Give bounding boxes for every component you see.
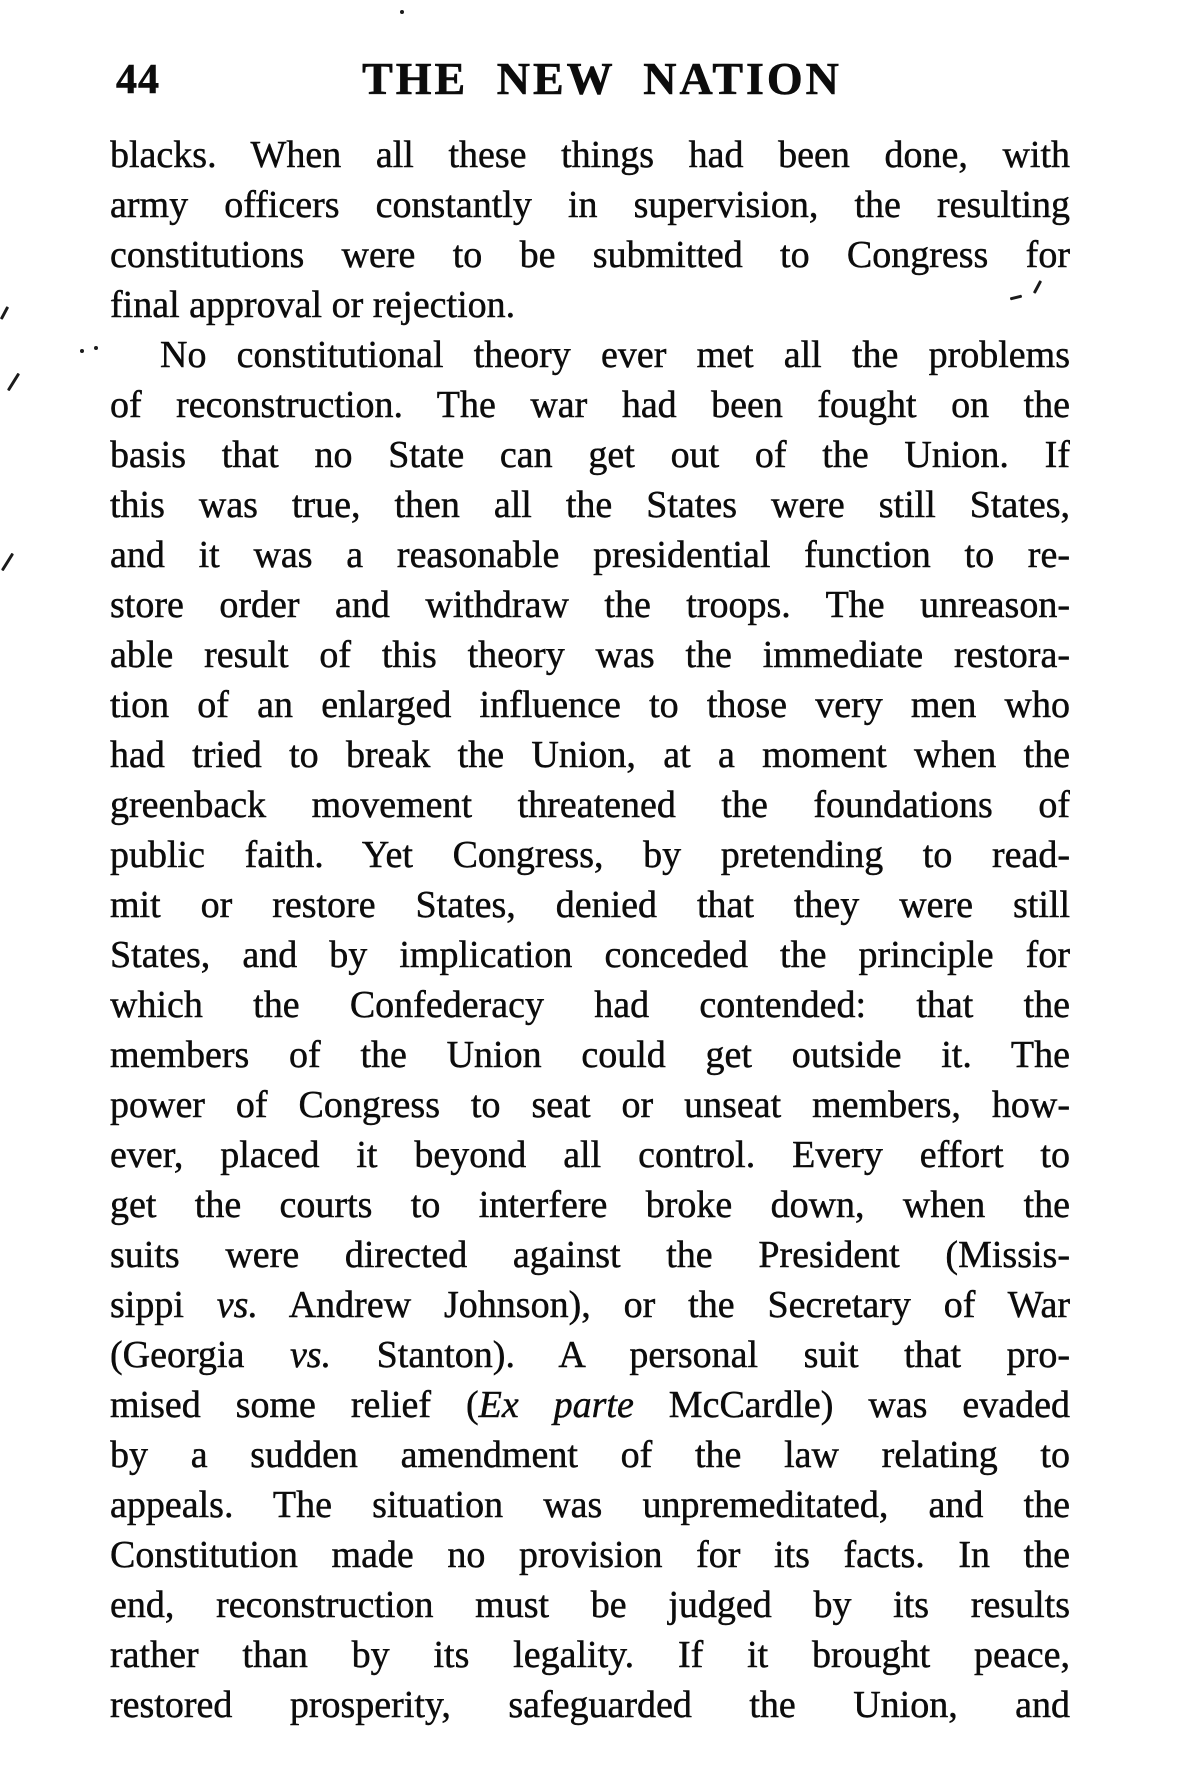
text-line: final approval or rejection. bbox=[110, 284, 516, 326]
text-line: appeals. The situation was unpremeditated, and the bbox=[110, 1484, 1070, 1526]
scan-artifact bbox=[0, 306, 9, 320]
text-line: suits were directed against the President (Missis- bbox=[110, 1234, 1070, 1276]
scan-artifact bbox=[7, 373, 20, 392]
text-line: rather than by its legality. If it brought peace, bbox=[110, 1634, 1070, 1676]
scan-artifact bbox=[94, 346, 98, 350]
text-line: this was true, then all the States were still States, bbox=[110, 484, 1070, 526]
running-head: THE NEW NATION bbox=[362, 53, 842, 104]
text-line: able result of this theory was the immediate restora- bbox=[110, 634, 1070, 676]
text-line: constitutions were to be submitted to Congress for bbox=[110, 234, 1070, 276]
text-line: which the Confederacy had contended: that the bbox=[110, 984, 1070, 1026]
text-line: greenback movement threatened the foundations of bbox=[110, 784, 1070, 826]
text-line: tion of an enlarged influence to those very men who bbox=[110, 684, 1070, 726]
text-line: basis that no State can get out of the Union. If bbox=[110, 434, 1070, 476]
text-line: mised some relief (Ex parte McCardle) was evaded bbox=[110, 1384, 1070, 1426]
text-line: mit or restore States, denied that they were still bbox=[110, 884, 1070, 926]
text-line: and it was a reasonable presidential function to re- bbox=[110, 534, 1070, 576]
text-line: public faith. Yet Congress, by pretending to read- bbox=[110, 834, 1070, 876]
text-line: ever, placed it beyond all control. Every effort to bbox=[110, 1134, 1070, 1176]
page-number: 44 bbox=[116, 57, 160, 103]
scan-artifact bbox=[80, 349, 84, 353]
text-line: had tried to break the Union, at a moment when the bbox=[110, 734, 1070, 776]
text-line: of reconstruction. The war had been fought on the bbox=[110, 384, 1070, 426]
scan-artifact bbox=[1, 553, 14, 572]
text-line: restored prosperity, safeguarded the Union, and bbox=[110, 1684, 1070, 1726]
text-line: by a sudden amendment of the law relating to bbox=[110, 1434, 1070, 1476]
text-line: power of Congress to seat or unseat members, how- bbox=[110, 1084, 1070, 1126]
text-line: Constitution made no provision for its facts. In the bbox=[110, 1534, 1070, 1576]
text-line: (Georgia vs. Stanton). A personal suit that pro- bbox=[110, 1334, 1070, 1376]
text-line: States, and by implication conceded the principle for bbox=[110, 934, 1070, 976]
text-line: No constitutional theory ever met all the problems bbox=[160, 334, 1070, 376]
text-line: end, reconstruction must be judged by its results bbox=[110, 1584, 1070, 1626]
text-line: blacks. When all these things had been done, with bbox=[110, 134, 1070, 176]
text-line: get the courts to interfere broke down, when the bbox=[110, 1184, 1070, 1226]
text-line: members of the Union could get outside it. The bbox=[110, 1034, 1070, 1076]
text-line: store order and withdraw the troops. The unreason- bbox=[110, 584, 1070, 626]
text-line: sippi vs. Andrew Johnson), or the Secretary of War bbox=[110, 1284, 1070, 1326]
body-text bbox=[110, 130, 1070, 1730]
scan-artifact bbox=[400, 10, 404, 14]
text-line: army officers constantly in supervision, the resulting bbox=[110, 184, 1070, 226]
